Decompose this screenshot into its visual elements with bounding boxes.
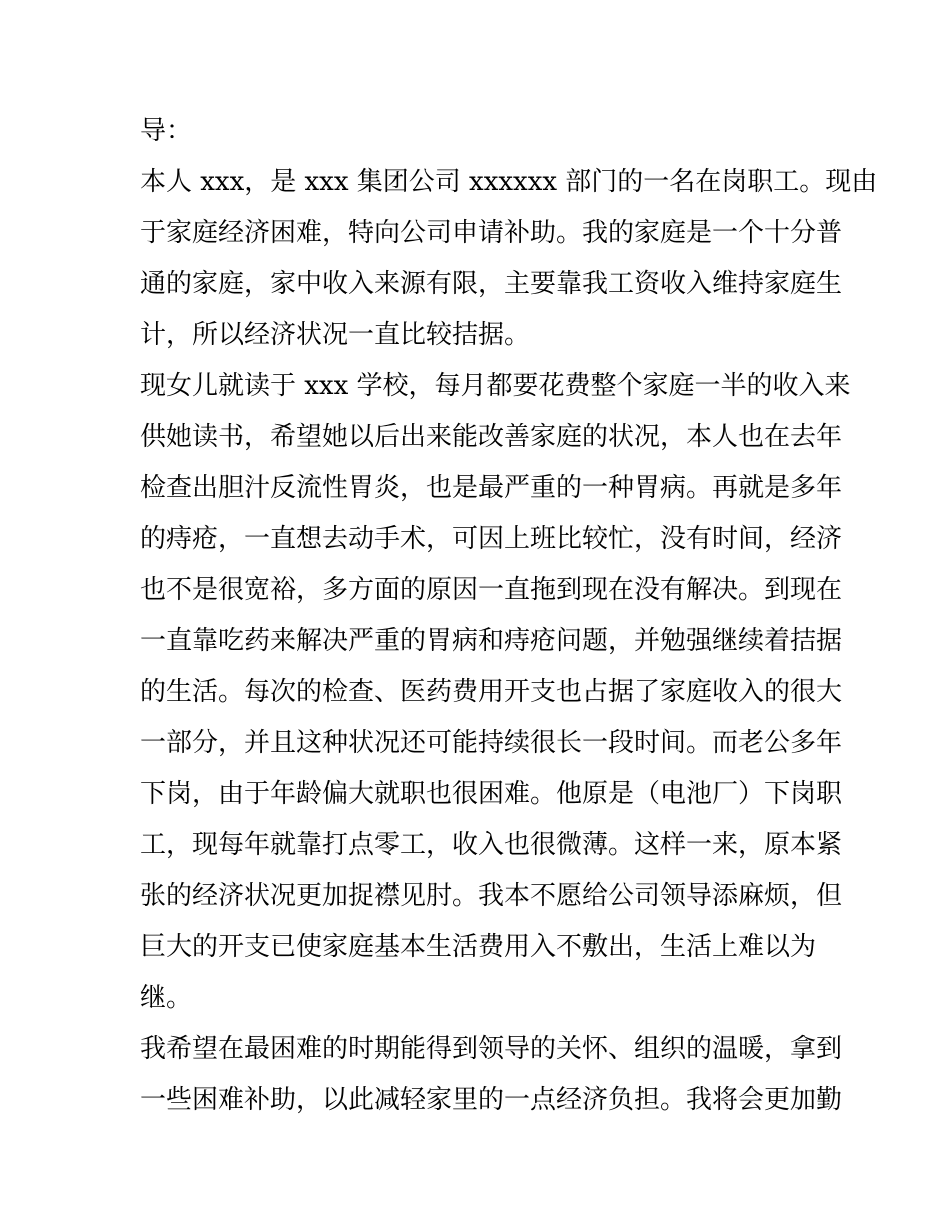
body-line: 继。 (140, 983, 193, 1013)
body-line: 本人 xxx，是 xxx 集团公司 xxxxxx 部门的一名在岗职工。现由 (140, 167, 878, 197)
salutation-line: 导： (140, 116, 193, 146)
body-line: 的生活。每次的检查、医药费用开支也占据了家庭收入的很大 (140, 677, 843, 707)
body-line: 下岗，由于年龄偏大就职也很困难。他原是（电池厂）下岗职 (140, 779, 843, 809)
body-line: 张的经济状况更加捉襟见肘。我本不愿给公司领导添麻烦，但 (140, 881, 843, 911)
body-line: 于家庭经济困难，特向公司申请补助。我的家庭是一个十分普 (140, 218, 843, 248)
body-line: 现女儿就读于 xxx 学校，每月都要花费整个家庭一半的收入来 (140, 371, 851, 401)
body-line: 我希望在最困难的时期能得到领导的关怀、组织的温暖，拿到 (140, 1034, 843, 1064)
body-line: 计，所以经济状况一直比较拮据。 (140, 320, 531, 350)
body-line: 一些困难补助，以此减轻家里的一点经济负担。我将会更加勤 (140, 1085, 843, 1115)
body-line: 巨大的开支已使家庭基本生活费用入不敷出，生活上难以为 (140, 932, 817, 962)
body-line: 供她读书，希望她以后出来能改善家庭的状况，本人也在去年 (140, 422, 843, 452)
body-line: 工，现每年就靠打点零工，收入也很微薄。这样一来，原本紧 (140, 830, 843, 860)
body-line: 的痔疮，一直想去动手术，可因上班比较忙，没有时间，经济 (140, 524, 843, 554)
body-line: 一部分，并且这种状况还可能持续很长一段时间。而老公多年 (140, 728, 843, 758)
body-line: 一直靠吃药来解决严重的胃病和痔疮问题，并勉强继续着拮据 (140, 626, 843, 656)
body-line: 通的家庭，家中收入来源有限，主要靠我工资收入维持家庭生 (140, 269, 843, 299)
body-line: 也不是很宽裕，多方面的原因一直拖到现在没有解决。到现在 (140, 575, 843, 605)
body-line: 检查出胆汁反流性胃炎，也是最严重的一种胃病。再就是多年 (140, 473, 843, 503)
letter-body (140, 106, 878, 1126)
